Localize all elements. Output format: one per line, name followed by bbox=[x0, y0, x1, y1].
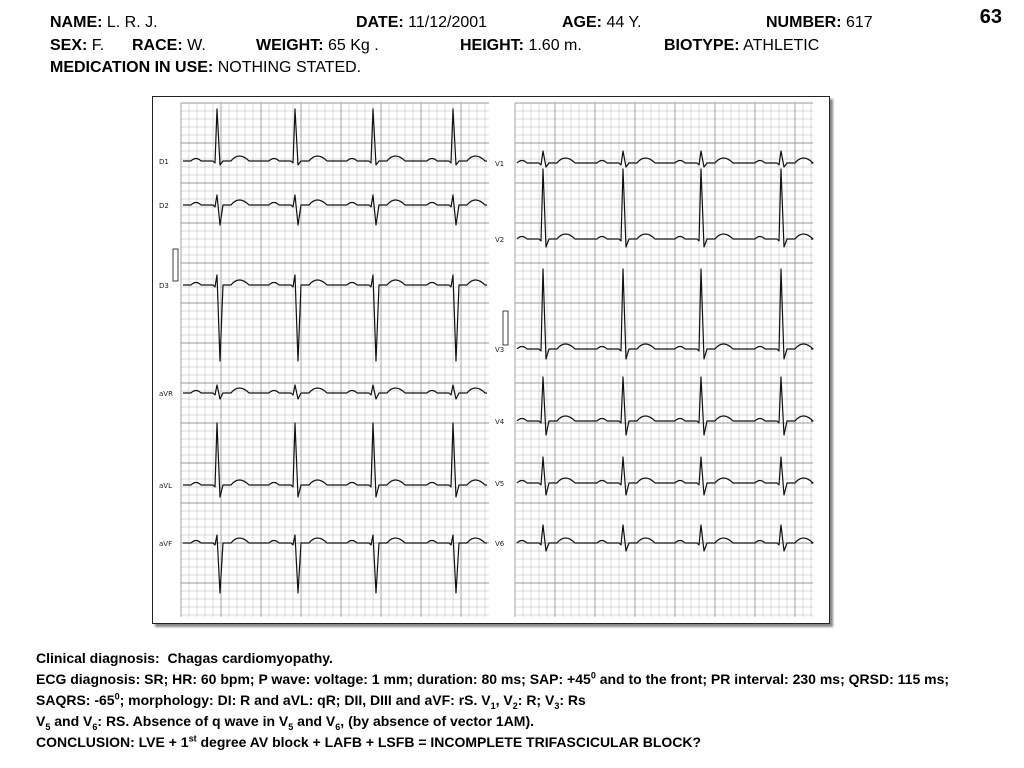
patient-sex: SEX: F. bbox=[50, 37, 105, 54]
patient-biotype: BIOTYPE: ATHLETIC bbox=[664, 37, 820, 54]
lead-label-d2: D2 bbox=[159, 202, 169, 210]
medication: MEDICATION IN USE: NOTHING STATED. bbox=[50, 59, 362, 76]
lead-label-v3: V3 bbox=[495, 346, 505, 354]
exam-date: DATE: 11/12/2001 bbox=[356, 14, 488, 31]
patient-race: RACE: W. bbox=[132, 37, 206, 54]
lead-label-avf: aVF bbox=[159, 540, 173, 548]
ecg-trace-avl bbox=[183, 423, 487, 497]
calibration-mark-right bbox=[503, 311, 508, 345]
ecg-trace-d1 bbox=[183, 109, 487, 165]
ecg-trace-v6 bbox=[517, 525, 813, 551]
ecg-tracing bbox=[152, 96, 830, 624]
lead-label-v5: V5 bbox=[495, 480, 505, 488]
lead-label-d1: D1 bbox=[159, 158, 169, 166]
ecg-trace-d2 bbox=[183, 195, 487, 225]
v5-v6-description: $V_5$ and $V_6$: RS. Absence of q wave in $V_5$ and $V_6$, (by absence of vector 1AM). bbox=[36, 713, 535, 732]
patient-age: AGE: 44 Y. bbox=[562, 14, 642, 31]
lead-label-v6: V6 bbox=[495, 540, 505, 548]
ecg-chart bbox=[153, 97, 829, 623]
patient-height: HEIGHT: 1.60 m. bbox=[460, 37, 582, 54]
case-number: NUMBER: 617 bbox=[766, 14, 873, 31]
lead-label-v1: V1 bbox=[495, 160, 505, 168]
lead-label-avr: aVR bbox=[159, 390, 173, 398]
page-number: 63 bbox=[979, 6, 1002, 28]
ecg-trace-avf bbox=[183, 535, 487, 593]
clinical-diagnosis: Clinical diagnosis: Chagas cardiomyopathy. bbox=[36, 650, 333, 666]
ecg-diagnosis: ECG diagnosis: SR; HR: 60 bpm; P wave: voltage: 1 mm; duration: 80 ms; SAP: $+45^0$ and to the front; PR interval: 230 ms; QRSD: 115 ms; SAQRS: $-65^0$; morphology: DI: R and aVL: qR; DII, DIII and aVF: rS. $V_1$, $V_2$: R; $V_3$: Rs bbox=[36, 670, 950, 711]
conclusion: CONCLUSION: LVE + 1st degree AV block + LAFB + LSFB = INCOMPLETE TRIFASCICULAR BLOCK? bbox=[36, 733, 702, 750]
patient-name: NAME: L. R. J. bbox=[50, 14, 158, 31]
ecg-grid-left bbox=[181, 103, 489, 617]
ecg-trace-d3 bbox=[183, 275, 487, 361]
lead-label-avl: aVL bbox=[159, 482, 172, 490]
patient-weight: WEIGHT: 65 Kg . bbox=[256, 37, 379, 54]
ecg-trace-avr bbox=[183, 385, 487, 399]
lead-label-d3: D3 bbox=[159, 282, 169, 290]
ecg-trace-v4 bbox=[517, 377, 813, 435]
lead-label-v4: V4 bbox=[495, 418, 505, 426]
calibration-mark-left bbox=[173, 249, 178, 281]
lead-label-v2: V2 bbox=[495, 236, 505, 244]
ecg-trace-v3 bbox=[517, 269, 813, 359]
diagnosis-text bbox=[36, 648, 1006, 753]
ecg-trace-v2 bbox=[517, 169, 813, 247]
